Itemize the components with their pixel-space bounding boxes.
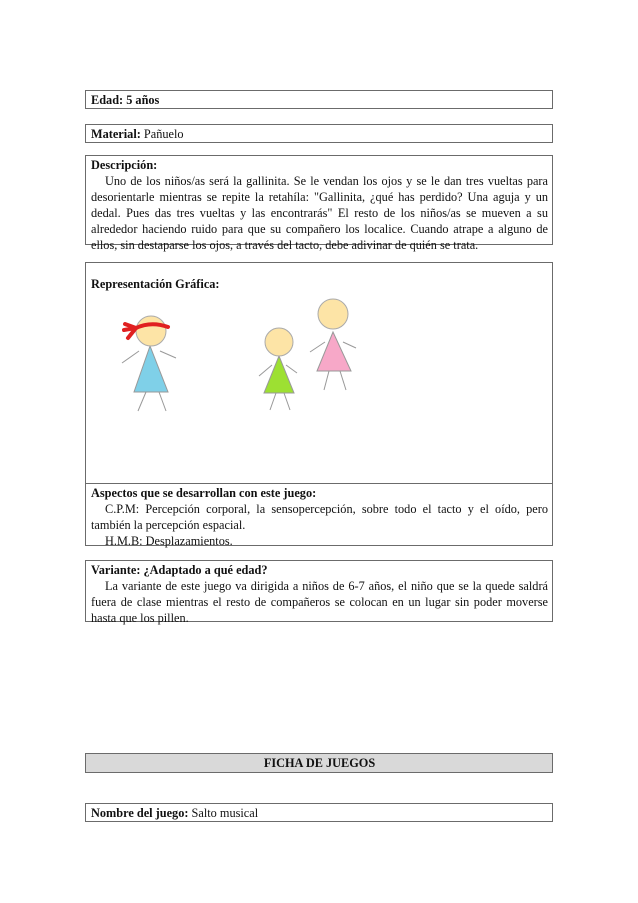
grafica-label: Representación Gráfica: xyxy=(91,277,220,291)
variante-field xyxy=(85,560,553,625)
aspectos-field xyxy=(85,484,553,546)
descripcion-field xyxy=(85,155,553,252)
variante-text: La variante de este juego va dirigida a niños de 6-7 años, el niño que se la quede saldrá fuera de clase mientras el resto de compañeros se colocan en un lugar sin poder moverse hasta que los pillen. xyxy=(91,579,548,625)
descripcion-text: Uno de los niños/as será la gallinita. Se le vendan los ojos y se le dan tres vueltas para desorientarle mientras se repite la retahíla: "Gallinita, ¿qué has perdido? Una aguja y un dedal. Pues das tres vueltas y las encontrarás" El resto de los niños/as se mueven a su alrededor haciendo ruido para que su compañero los localice. Cuando atrape a alguno de ellos, sin destaparse los ojos, a través del tacto, debe adivinar de quién se trata. xyxy=(91,174,548,252)
nombre-label: Nombre del juego: xyxy=(91,806,189,820)
representacion-grafica-field xyxy=(85,262,553,484)
material-field xyxy=(85,124,553,143)
nombre-field xyxy=(85,803,553,822)
aspectos-label: Aspectos que se desarrollan con este juego: xyxy=(91,486,317,500)
edad-label: Edad: 5 años xyxy=(91,93,160,107)
ficha-title: FICHA DE JUEGOS xyxy=(263,756,376,770)
nombre-value: Salto musical xyxy=(191,806,259,820)
material-label: Material: xyxy=(91,127,141,141)
aspectos-cpm: C.P.M: Percepción corporal, la sensopercepción, sobre todo el tacto y el oído, pero también la percepción espacial. xyxy=(91,502,548,532)
aspectos-hmb: H.M.B: Desplazamientos. xyxy=(105,534,233,548)
ficha-header xyxy=(85,753,553,773)
material-value: Pañuelo xyxy=(143,127,184,141)
edad-field xyxy=(85,90,553,109)
descripcion-label: Descripción: xyxy=(91,158,158,172)
variante-label: Variante: ¿Adaptado a qué edad? xyxy=(91,563,268,577)
